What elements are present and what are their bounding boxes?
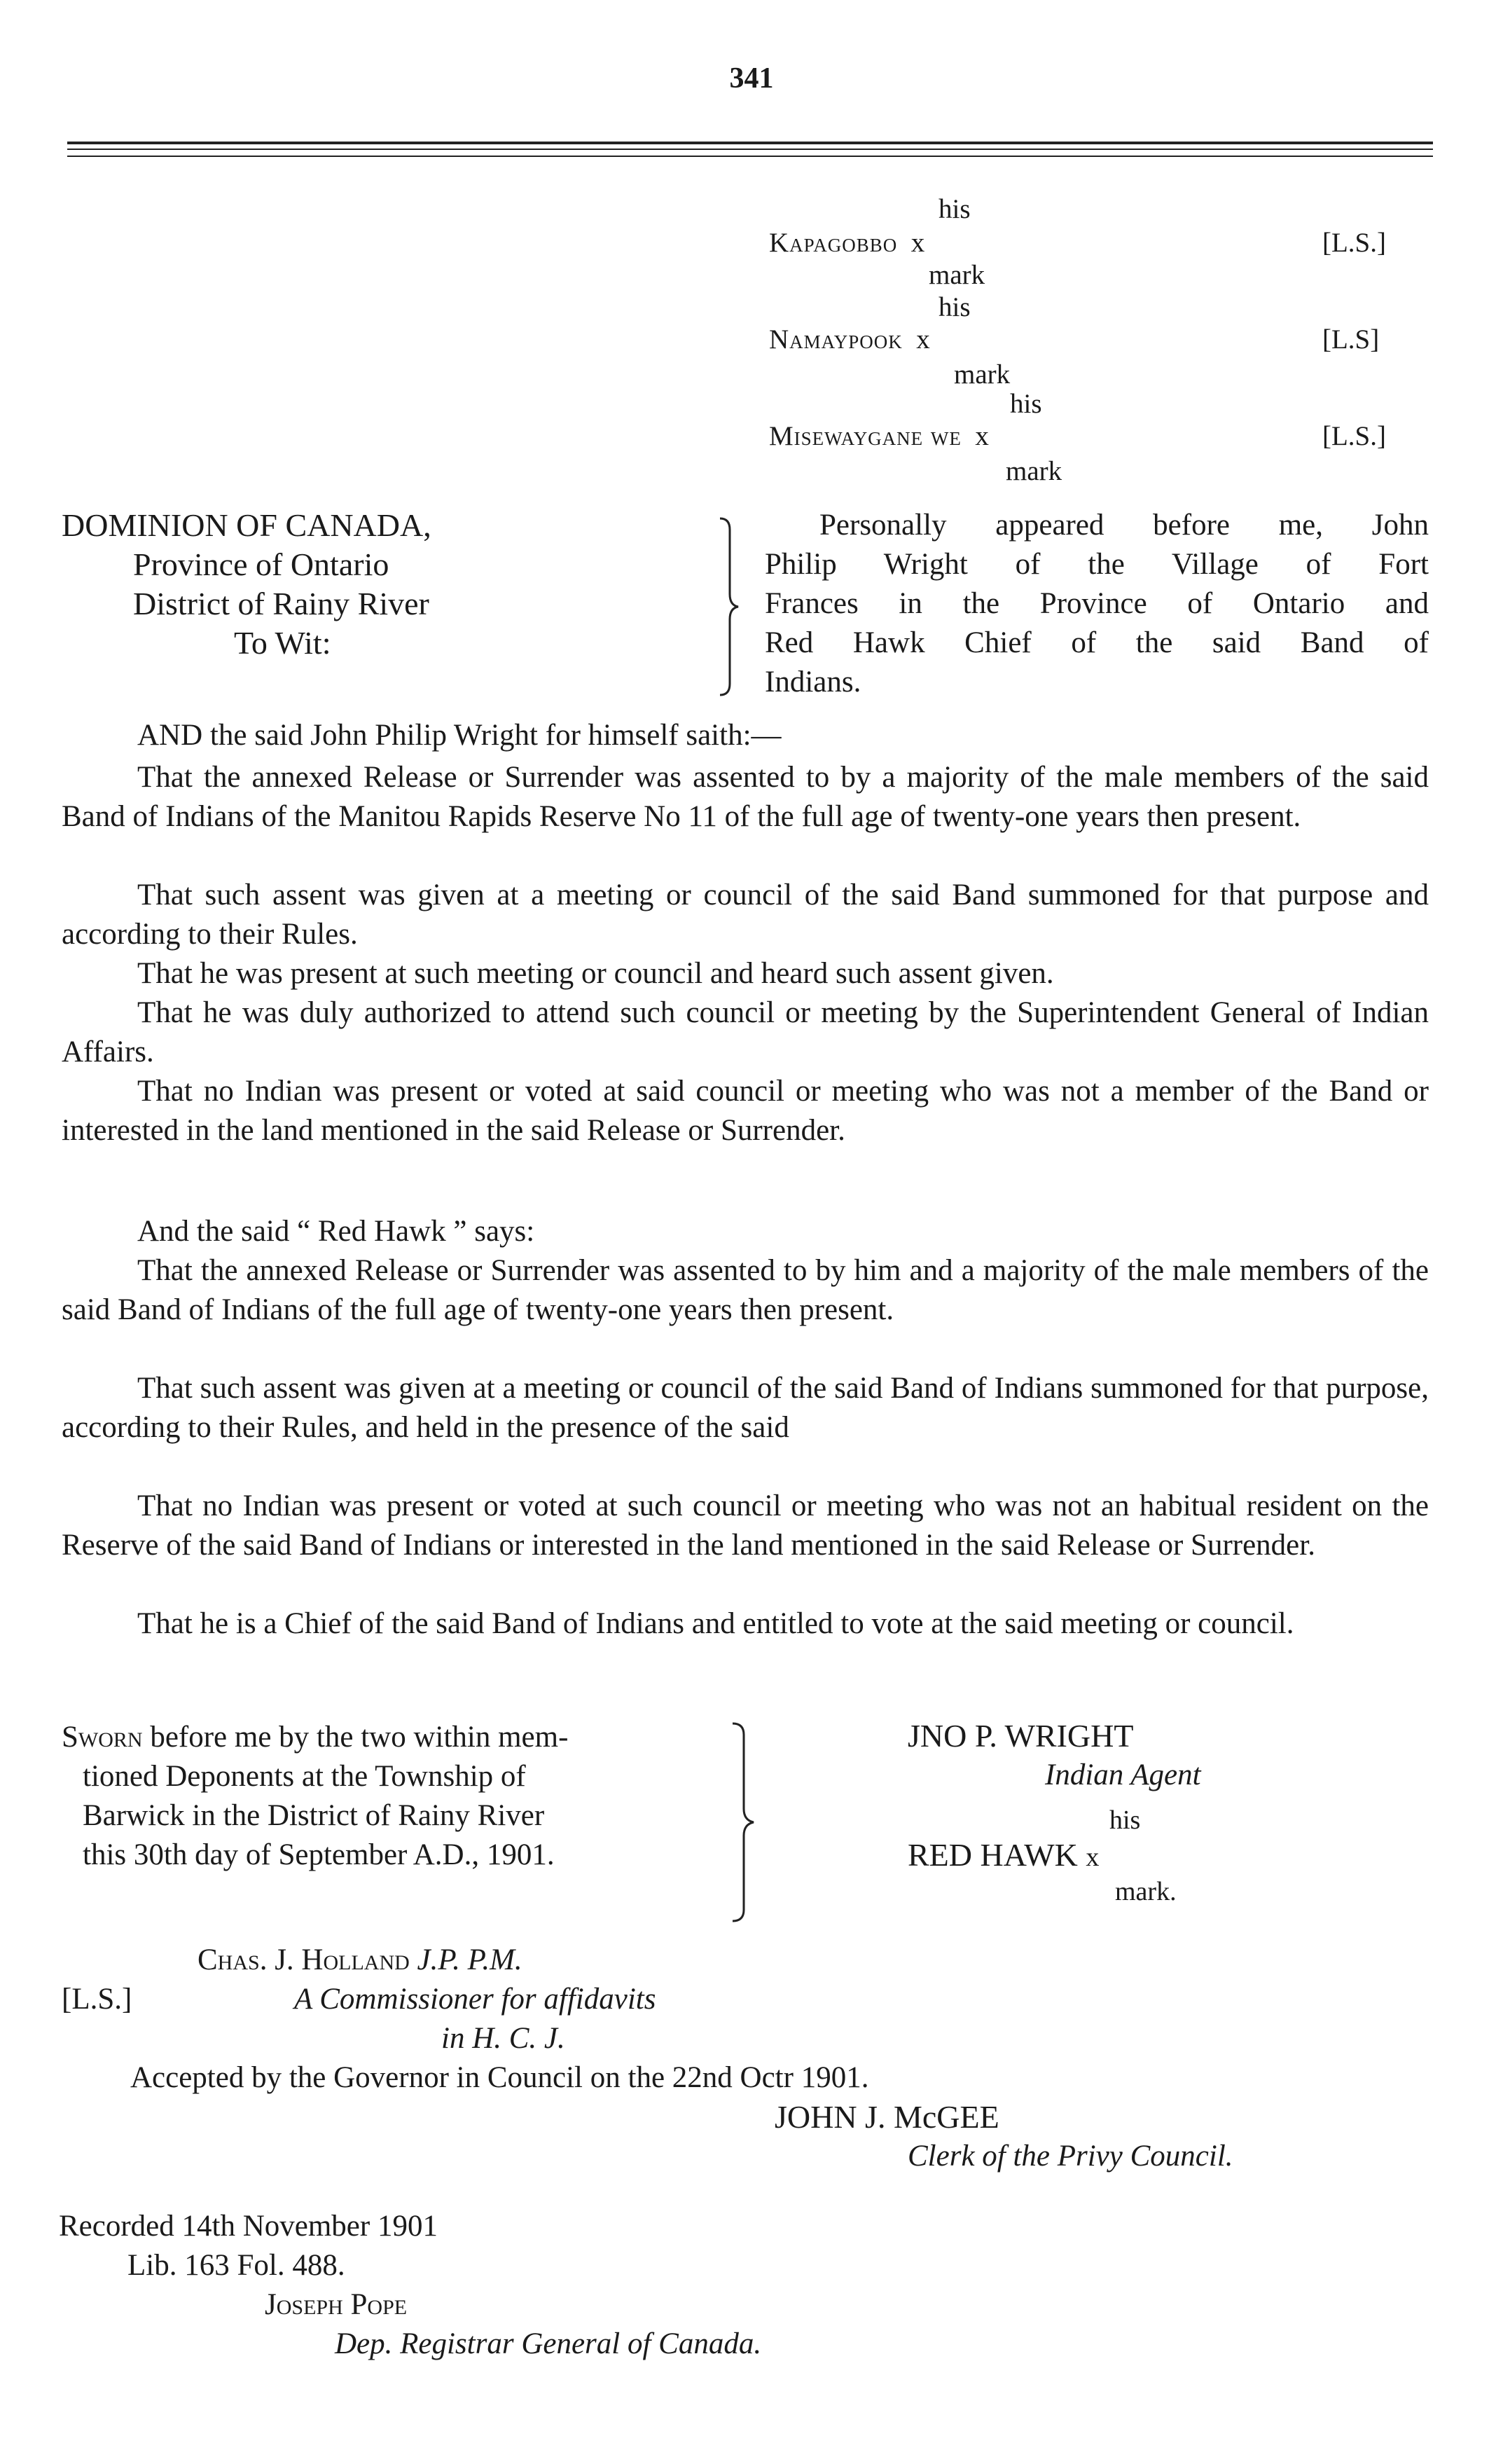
signatory-mark-label: mark <box>954 359 1011 390</box>
seal-mark: [L.S.] <box>1322 228 1386 258</box>
page-number: 341 <box>729 62 774 95</box>
header-rule <box>67 156 1433 157</box>
header-rule <box>67 142 1433 144</box>
redhawk-paragraph: That no Indian was present or voted at such council or meeting who was not an habitual resident on the Reserve of the said Band of Indians or interested in the land mentioned in the said Release or Surrender. <box>62 1489 1429 1562</box>
jurisdiction-country: DOMINION OF CANADA, <box>62 507 431 543</box>
acceptance-statement: Accepted by the Governor in Council on the 22nd Octr 1901. <box>130 2061 869 2094</box>
seal-mark: [L.S] <box>1322 324 1380 355</box>
jurisdiction-province: Province of Ontario <box>133 546 389 582</box>
jurisdiction-district: District of Rainy River <box>133 586 429 621</box>
wright-title: Indian Agent <box>1045 1758 1201 1791</box>
record-reference: Lib. 163 Fol. 488. <box>127 2249 345 2282</box>
redhawk-intro: And the said “ Red Hawk ” says: <box>137 1215 535 1248</box>
redhawk-signature: RED HAWK x <box>908 1837 1100 1873</box>
wright-signature: JNO P. WRIGHT <box>908 1718 1134 1754</box>
signatory-his: his <box>938 194 971 224</box>
redhawk-his: his <box>1109 1805 1141 1835</box>
wright-paragraph: That he was duly authorized to attend such council or meeting by the Superintendent General of Indian Affairs. <box>62 996 1429 1068</box>
jurisdiction-to-wit: To Wit: <box>234 625 331 661</box>
redhawk-paragraph: That he is a Chief of the said Band of Indians and entitled to vote at the said meeting or council. <box>137 1607 1294 1640</box>
wright-intro: AND the said John Philip Wright for himself saith:— <box>137 719 782 752</box>
redhawk-paragraph: That such assent was given at a meeting or council of the said Band of Indians summoned for that purpose, according to their Rules, and held in the presence of the said <box>62 1372 1429 1444</box>
redhawk-mark-label: mark. <box>1115 1877 1177 1906</box>
signatory-his: his <box>1010 389 1042 419</box>
signatory-his: his <box>938 292 971 322</box>
seal-mark: [L.S.] <box>1322 421 1386 451</box>
commissioner-seal: [L.S.] <box>62 1983 132 2016</box>
commissioner-name: Chas. J. Holland J.P. P.M. <box>198 1943 522 1976</box>
wright-paragraph: That the annexed Release or Surrender was assented to by a majority of the male members of the said Band of Indians of the Manitou Rapids Reserve No 11 of the full age of twenty-one years then present. <box>62 761 1429 833</box>
curly-brace-icon <box>714 516 742 698</box>
registrar-title: Dep. Registrar General of Canada. <box>335 2327 762 2360</box>
wright-paragraph: That he was present at such meeting or council and heard such assent given. <box>137 957 1054 990</box>
signatory-mark-label: mark <box>929 260 985 290</box>
commissioner-title: A Commissioner for affidavits <box>294 1983 656 2016</box>
curly-brace-icon <box>728 1721 761 1924</box>
wright-paragraph: That no Indian was present or voted at said council or meeting who was not a member of the Band or interested in the land mentioned in the said Release or Surrender. <box>62 1075 1429 1147</box>
record-date: Recorded 14th November 1901 <box>59 2210 438 2243</box>
signatory-name: Misewaygane we x <box>769 421 989 451</box>
registrar-name: Joseph Pope <box>265 2288 408 2321</box>
redhawk-paragraph: That the annexed Release or Surrender was assented to by him and a majority of the male members of the said Band of Indians of the full age of twenty-one years then present. <box>62 1254 1429 1326</box>
wright-paragraph: That such assent was given at a meeting or council of the said Band summoned for that purpose and according to their Rules. <box>62 879 1429 951</box>
header-rule <box>67 149 1433 150</box>
signatory-name: Kapagobbo x <box>769 228 925 258</box>
clerk-title: Clerk of the Privy Council. <box>908 2140 1233 2173</box>
signatory-mark-label: mark <box>1006 456 1062 486</box>
signatory-name: Namaypook x <box>769 324 930 355</box>
commissioner-court: in H. C. J. <box>441 2022 565 2055</box>
clerk-name: JOHN J. McGEE <box>775 2099 999 2135</box>
